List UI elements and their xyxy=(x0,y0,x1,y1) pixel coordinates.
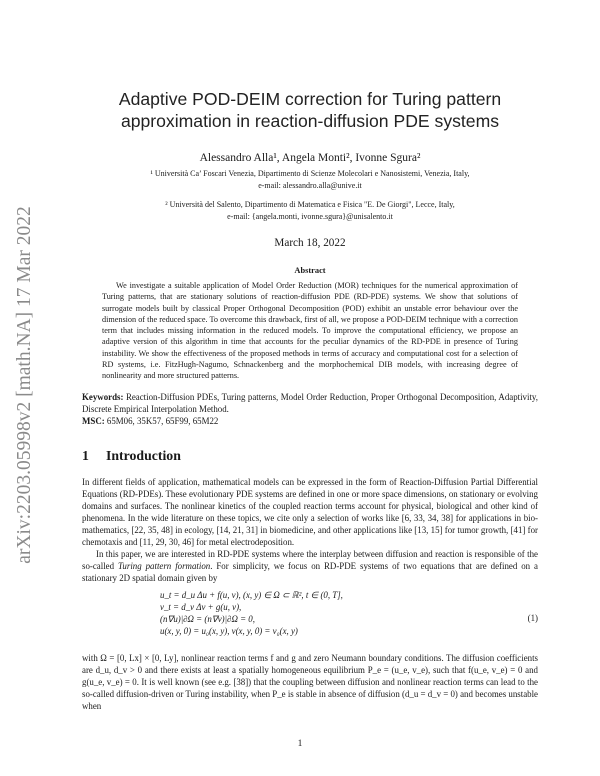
page-number: 1 xyxy=(297,739,303,749)
affiliation-1: ¹ Università Ca’ Foscari Venezia, Dipartimento di Scienze Molecolari e Nanosistemi, Venezia, Italy, e-mail: alessandro.alla@unive.it xyxy=(150,169,470,190)
equation-number: (1) xyxy=(527,612,538,623)
msc-text: 65M06, 35K57, 65F99, 65M22 xyxy=(106,415,219,426)
paper-title: Adaptive POD-DEIM correction for Turing pattern approximation in reaction-diffusion PDE systems xyxy=(118,89,502,131)
affiliation-2: ² Università del Salento, Dipartimento di Matematica e Fisica "E. De Giorgi", Lecce, Italy, e-mail: {angela.monti, ivonne.sgura}@unisalento.it xyxy=(165,200,455,221)
equation-system xyxy=(82,589,538,649)
equation-line: (n∇u)|∂Ω = (n∇v)|∂Ω = 0, xyxy=(160,613,255,624)
paragraph-1: In different fields of application, mathematical models can be expressed in the form of Reaction-Diffusion Partial Differential Equations (RD-PDEs). These evolutionary PDE systems are defined in one or more space dimensions, on stationary or evolving domains and surfaces. The nonlinear kinetics of the coupled reaction terms account for physical, biological and other kind of phenomena. In the wide literature on these topics, we cite only a selection of works like [6, 33, 34, 38] for applications in bio-mathematics, [22, 35, 48] in ecology, [14, 21, 31] in biomedicine, and other applications like [13, 15] for tumor growth, [41] for chemotaxis and [11, 29, 30, 46] for metal electrodeposition. xyxy=(82,476,538,547)
msc-label: MSC: xyxy=(82,415,105,426)
abstract-text: We investigate a suitable application of Model Order Reduction (MOR) techniques for the numerical approximation of Turing patterns, that are stationary solutions of reaction-diffusion PDE (RD-PDE) systems. We show that solutions of surrogate models built by classical Proper Orthogonal Decomposition (POD) exhibit an unstable error behaviour over the dimension of the reduced space. To overcome this drawback, first of all, we propose a POD-DEIM technique with a correction term that includes missing information in the reduced models. To improve the computational efficiency, we propose an adaptive version of this algorithm in time that accounts for the peculiar dynamics of the RD-PDE in presence of Turing instability. We show the effectiveness of the proposed methods in terms of accuracy and computational cost for a selection of RD systems, i.e. FitzHugh-Nagumo, Schnackenberg and the morphochemical DIB models, with increasing degree of nonlinearity and more structured patterns. xyxy=(102,281,518,381)
equation-line: u(x, y, 0) = u₀(x, y), v(x, y, 0) = v₀(x, y) xyxy=(160,625,298,636)
paper-page xyxy=(82,88,538,712)
equation-line: v_t = d_v Δv + g(u, v), xyxy=(160,601,242,612)
keywords-text: Reaction-Diffusion PDEs, Turing patterns, Model Order Reduction, Proper Orthogonal Decomposition, Adaptivity, Discrete Empirical Interpolation Method. xyxy=(82,391,539,414)
arxiv-identifier: arXiv:2203.05998v2 [math.NA] 17 Mar 2022 xyxy=(14,206,35,564)
section-heading xyxy=(82,448,538,464)
paragraph-2: In this paper, we are interested in RD-PDE systems where the interplay between diffusion and reaction is responsible of the so-called Turing pattern formation. For simplicity, we focus on RD-PDE systems of two equations that are defined on a stationary 2D spatial domain given by xyxy=(82,548,538,583)
section-number: 1 xyxy=(82,447,89,463)
keywords-label: Keywords: xyxy=(82,391,124,402)
abstract-heading: Abstract xyxy=(294,266,326,275)
equation-line: u_t = d_u Δu + f(u, v), (x, y) ∈ Ω ⊂ ℝ², t ∈ (0, T], xyxy=(160,589,343,600)
authors: Alessandro Alla¹, Angela Monti², Ivonne Sgura² xyxy=(199,152,421,164)
keywords xyxy=(82,391,538,427)
date: March 18, 2022 xyxy=(274,237,346,249)
section-title: Introduction xyxy=(106,447,181,463)
paragraph-3: with Ω = [0, Lx] × [0, Ly], nonlinear reaction terms f and g and zero Neumann boundary conditions. The diffusion coefficients are d_u, d_v > 0 and there exists at least a spatially homogeneous equilibrium P_e = (u_e, v_e), such that f(u_e, v_e) = 0 and g(u_e, v_e) = 0. It is well known (see e.g. [38]) that the coupling between diffusion and nonlinear reaction terms can lead to the so-called diffusion-driven or Turing instability, when P_e is stable in absence of diffusion (d_u = d_v = 0) and becomes unstable when xyxy=(82,652,538,711)
